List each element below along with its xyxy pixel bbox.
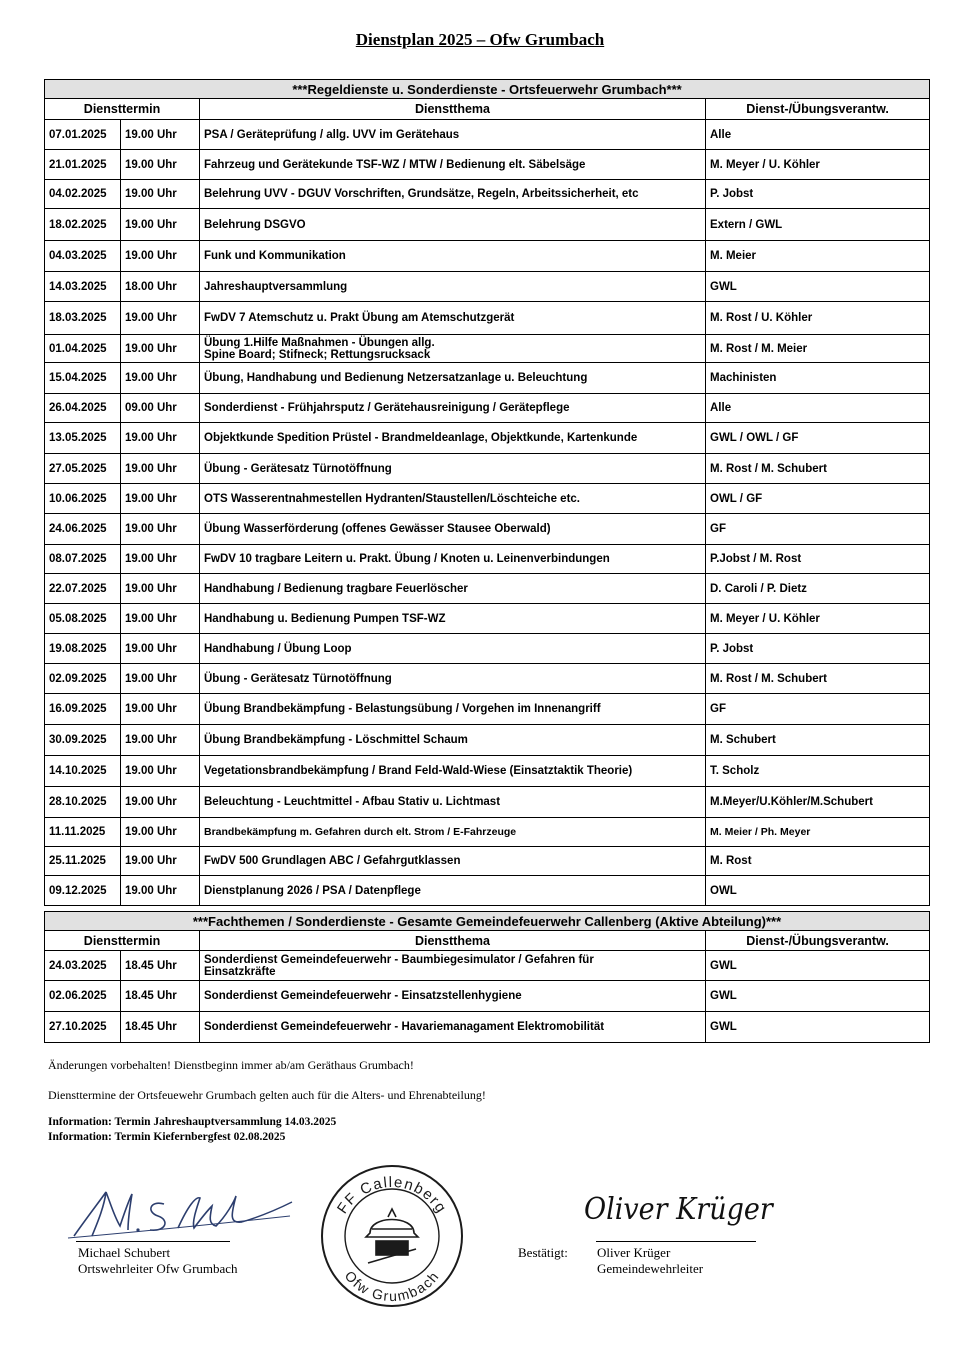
cell-topic: Objektkunde Spedition Prüstel - Brandmeldeanlage, Objektkunde, Kartenkunde [200, 423, 706, 454]
cell-time: 19.00 Uhr [121, 335, 200, 363]
cell-date: 13.05.2025 [45, 423, 121, 454]
cell-time: 18.45 Uhr [121, 981, 200, 1012]
cell-time: 19.00 Uhr [121, 604, 200, 634]
table-row [45, 756, 930, 787]
table-row [45, 951, 930, 981]
table-row [45, 574, 930, 604]
table-row [45, 423, 930, 454]
table-row [45, 209, 930, 241]
signer-left-name: Michael Schubert [78, 1245, 171, 1260]
cell-time: 19.00 Uhr [121, 484, 200, 514]
cell-date: 11.11.2025 [45, 818, 121, 847]
cell-topic: Sonderdienst Gemeindefeuerwehr - Havariemanagament Elektromobilität [200, 1012, 706, 1043]
cell-date: 01.04.2025 [45, 335, 121, 363]
cell-date: 18.03.2025 [45, 302, 121, 335]
cell-topic-line: Übung 1.Hilfe Maßnahmen - Übungen allg. [204, 336, 435, 349]
table-row [45, 363, 930, 394]
table-row [45, 981, 930, 1012]
header-verantwortlich: Dienst-/Übungsverantw. [706, 931, 930, 951]
header-dienstthema: Dienstthema [200, 99, 706, 120]
table-row [45, 272, 930, 302]
cell-responsible: P. Jobst [706, 180, 930, 209]
cell-date: 28.10.2025 [45, 787, 121, 818]
cell-responsible: GWL [706, 1012, 930, 1043]
cell-topic-line: Sonderdienst Gemeindefeuerwehr - Baumbiegesimulator / Gefahren für [204, 953, 594, 966]
cell-date: 14.10.2025 [45, 756, 121, 787]
page-title: Dienstplan 2025 – Ofw Grumbach [355, 30, 605, 49]
cell-responsible: Extern / GWL [706, 209, 930, 241]
cell-date: 07.01.2025 [45, 120, 121, 150]
cell-date: 30.09.2025 [45, 725, 121, 756]
stamp-text-bottom: Ofw Grumbach [341, 1267, 443, 1305]
cell-topic: Dienstplanung 2026 / PSA / Datenpflege [200, 876, 706, 906]
cell-time: 19.00 Uhr [121, 150, 200, 180]
cell-time: 09.00 Uhr [121, 394, 200, 423]
header-dienstthema: Dienstthema [200, 931, 706, 951]
cell-topic: Handhabung / Übung Loop [200, 634, 706, 664]
cell-responsible: M. Rost / M. Schubert [706, 454, 930, 484]
cell-responsible: M. Meyer / U. Köhler [706, 604, 930, 634]
cell-topic: OTS Wasserentnahmestellen Hydranten/Staustellen/Löschteiche etc. [200, 484, 706, 514]
cell-topic-line: Spine Board; Stifneck; Rettungsrucksack [204, 348, 431, 361]
cell-responsible: Machinisten [706, 363, 930, 394]
cell-date: 05.08.2025 [45, 604, 121, 634]
cell-time: 19.00 Uhr [121, 514, 200, 545]
cell-responsible: P.Jobst / M. Rost [706, 545, 930, 574]
cell-responsible: GWL [706, 981, 930, 1012]
cell-date: 10.06.2025 [45, 484, 121, 514]
table-row [45, 241, 930, 272]
signer-right-name: Oliver Krüger [597, 1245, 671, 1260]
cell-topic: Belehrung DSGVO [200, 209, 706, 241]
table-row [45, 787, 930, 818]
cell-responsible: GWL [706, 951, 930, 981]
cell-date: 27.10.2025 [45, 1012, 121, 1043]
cell-responsible: M. Rost [706, 847, 930, 876]
cell-responsible: M. Rost / M. Schubert [706, 664, 930, 694]
cell-date: 16.09.2025 [45, 694, 121, 725]
cell-responsible: T. Scholz [706, 756, 930, 787]
cell-time: 19.00 Uhr [121, 120, 200, 150]
cell-time: 18.00 Uhr [121, 272, 200, 302]
cell-time: 18.45 Uhr [121, 951, 200, 981]
schedule-table-gemeindefeuerwehr [44, 911, 930, 1043]
table-row [45, 394, 930, 423]
cell-topic: Jahreshauptversammlung [200, 272, 706, 302]
cell-date: 25.11.2025 [45, 847, 121, 876]
cell-topic: Vegetationsbrandbekämpfung / Brand Feld-Wald-Wiese (Einsatztaktik Theorie) [200, 756, 706, 787]
cell-time: 19.00 Uhr [121, 363, 200, 394]
header-diensttermin: Diensttermin [45, 99, 200, 120]
cell-responsible: M. Rost / U. Köhler [706, 302, 930, 335]
cell-date: 09.12.2025 [45, 876, 121, 906]
cell-responsible: M. Meyer / U. Köhler [706, 150, 930, 180]
cell-time: 19.00 Uhr [121, 634, 200, 664]
cell-topic [200, 951, 706, 981]
cell-date: 02.06.2025 [45, 981, 121, 1012]
cell-topic: Beleuchtung - Leuchtmittel - Afbau Stativ u. Lichtmast [200, 787, 706, 818]
table-row [45, 725, 930, 756]
cell-time: 19.00 Uhr [121, 423, 200, 454]
table-row [45, 302, 930, 335]
cell-topic: Handhabung / Bedienung tragbare Feuerlöscher [200, 574, 706, 604]
cell-time: 19.00 Uhr [121, 787, 200, 818]
cell-responsible: GWL [706, 272, 930, 302]
fire-department-stamp-icon [318, 1163, 466, 1309]
cell-time: 19.00 Uhr [121, 454, 200, 484]
stamp-text-top: FF Callenberg [333, 1173, 451, 1217]
svg-text:Ofw Grumbach [342, 1268, 443, 1305]
cell-topic: FwDV 500 Grundlagen ABC / Gefahrgutklassen [200, 847, 706, 876]
table-row [45, 847, 930, 876]
cell-responsible: OWL [706, 876, 930, 906]
cell-date: 14.03.2025 [45, 272, 121, 302]
signature-line-right [596, 1241, 756, 1242]
table-row [45, 604, 930, 634]
table-row [45, 664, 930, 694]
cell-responsible: M. Meier / Ph. Meyer [706, 818, 930, 847]
cell-date: 24.06.2025 [45, 514, 121, 545]
cell-responsible: OWL / GF [706, 484, 930, 514]
cell-date: 08.07.2025 [45, 545, 121, 574]
cell-responsible: M. Rost / M. Meier [706, 335, 930, 363]
cell-topic: FwDV 7 Atemschutz u. Prakt Übung am Atemschutzgerät [200, 302, 706, 335]
cell-topic: Fahrzeug und Gerätekunde TSF-WZ / MTW / Bedienung elt. Säbelsäge [200, 150, 706, 180]
schedule-table-ortsfeuerwehr [44, 79, 930, 906]
signature-line-left [76, 1241, 230, 1242]
table-row [45, 694, 930, 725]
signer-left [78, 1245, 238, 1277]
table-row [45, 514, 930, 545]
cell-time: 19.00 Uhr [121, 694, 200, 725]
signer-right [597, 1245, 703, 1277]
cell-time: 19.00 Uhr [121, 725, 200, 756]
cell-time: 19.00 Uhr [121, 756, 200, 787]
cell-topic: Übung Wasserförderung (offenes Gewässer Stausee Oberwald) [200, 514, 706, 545]
cell-responsible: M. Schubert [706, 725, 930, 756]
cell-topic: Übung Brandbekämpfung - Löschmittel Schaum [200, 725, 706, 756]
cell-time: 19.00 Uhr [121, 209, 200, 241]
table-row [45, 335, 930, 363]
section-banner: ***Regeldienste u. Sonderdienste - Ortsfeuerwehr Grumbach*** [45, 80, 930, 99]
confirmed-label: Bestätigt: [518, 1245, 568, 1260]
cell-time: 18.45 Uhr [121, 1012, 200, 1043]
cell-topic: PSA / Geräteprüfung / allg. UVV im Gerätehaus [200, 120, 706, 150]
signer-left-role: Ortswehrleiter Ofw Grumbach [78, 1261, 238, 1276]
cell-responsible: Alle [706, 120, 930, 150]
info-kiefernbergfest: Information: Termin Kiefernbergfest 02.08.2025 [48, 1131, 286, 1143]
cell-date: 04.02.2025 [45, 180, 121, 209]
cell-date: 15.04.2025 [45, 363, 121, 394]
header-verantwortlich: Dienst-/Übungsverantw. [706, 99, 930, 120]
cell-time: 19.00 Uhr [121, 545, 200, 574]
cell-date: 22.07.2025 [45, 574, 121, 604]
cell-topic-line: Einsatzkräfte [204, 965, 276, 978]
header-diensttermin: Diensttermin [45, 931, 200, 951]
table-row [45, 180, 930, 209]
table-row [45, 120, 930, 150]
cell-date: 19.08.2025 [45, 634, 121, 664]
section-banner: ***Fachthemen / Sonderdienste - Gesamte Gemeindefeuerwehr Callenberg (Aktive Abteilung)*** [45, 912, 930, 931]
cell-date: 24.03.2025 [45, 951, 121, 981]
table-row [45, 545, 930, 574]
cell-topic: Sonderdienst Gemeindefeuerwehr - Einsatzstellenhygiene [200, 981, 706, 1012]
signature-krueger: Oliver Krüger [584, 1192, 773, 1227]
note-changes: Änderungen vorbehalten! Dienstbeginn immer ab/am Geräthaus Grumbach! [48, 1058, 414, 1072]
cell-topic: Sonderdienst - Frühjahrsputz / Gerätehausreinigung / Gerätepflege [200, 394, 706, 423]
note-validity: Diensttermine der Ortsfeuewehr Grumbach gelten auch für die Alters- und Ehrenabteilung! [48, 1088, 486, 1102]
cell-responsible: P. Jobst [706, 634, 930, 664]
cell-time: 19.00 Uhr [121, 180, 200, 209]
cell-topic: Übung Brandbekämpfung - Belastungsübung / Vorgehen im Innenangriff [200, 694, 706, 725]
cell-topic: Übung, Handhabung und Bedienung Netzersatzanlage u. Beleuchtung [200, 363, 706, 394]
cell-responsible: GWL / OWL / GF [706, 423, 930, 454]
table-row [45, 634, 930, 664]
cell-topic: FwDV 10 tragbare Leitern u. Prakt. Übung / Knoten u. Leinenverbindungen [200, 545, 706, 574]
cell-time: 19.00 Uhr [121, 876, 200, 906]
table-row [45, 818, 930, 847]
signature-schubert-icon [66, 1186, 296, 1242]
table-row [45, 1012, 930, 1043]
cell-time: 19.00 Uhr [121, 664, 200, 694]
cell-date: 02.09.2025 [45, 664, 121, 694]
cell-responsible: M. Meier [706, 241, 930, 272]
cell-time: 19.00 Uhr [121, 302, 200, 335]
cell-topic: Funk und Kommunikation [200, 241, 706, 272]
cell-date: 26.04.2025 [45, 394, 121, 423]
info-jahreshauptversammlung: Information: Termin Jahreshauptversammlung 14.03.2025 [48, 1116, 337, 1128]
cell-topic: Übung - Gerätesatz Türnotöffnung [200, 454, 706, 484]
cell-responsible: M.Meyer/U.Köhler/M.Schubert [706, 787, 930, 818]
cell-topic: Belehrung UVV - DGUV Vorschriften, Grundsätze, Regeln, Arbeitssicherheit, etc [200, 180, 706, 209]
table-row [45, 150, 930, 180]
cell-topic: Brandbekämpfung m. Gefahren durch elt. Strom / E-Fahrzeuge [200, 818, 706, 847]
cell-date: 04.03.2025 [45, 241, 121, 272]
cell-responsible: Alle [706, 394, 930, 423]
cell-time: 19.00 Uhr [121, 574, 200, 604]
cell-topic [200, 335, 706, 363]
table-row [45, 454, 930, 484]
cell-topic: Handhabung u. Bedienung Pumpen TSF-WZ [200, 604, 706, 634]
cell-date: 27.05.2025 [45, 454, 121, 484]
cell-responsible: GF [706, 514, 930, 545]
cell-date: 18.02.2025 [45, 209, 121, 241]
signer-right-role: Gemeindewehrleiter [597, 1261, 704, 1276]
cell-date: 21.01.2025 [45, 150, 121, 180]
cell-responsible: D. Caroli / P. Dietz [706, 574, 930, 604]
table-row [45, 484, 930, 514]
cell-time: 19.00 Uhr [121, 847, 200, 876]
cell-responsible: GF [706, 694, 930, 725]
cell-time: 19.00 Uhr [121, 818, 200, 847]
table-row [45, 876, 930, 906]
cell-time: 19.00 Uhr [121, 241, 200, 272]
cell-topic: Übung - Gerätesatz Türnotöffnung [200, 664, 706, 694]
